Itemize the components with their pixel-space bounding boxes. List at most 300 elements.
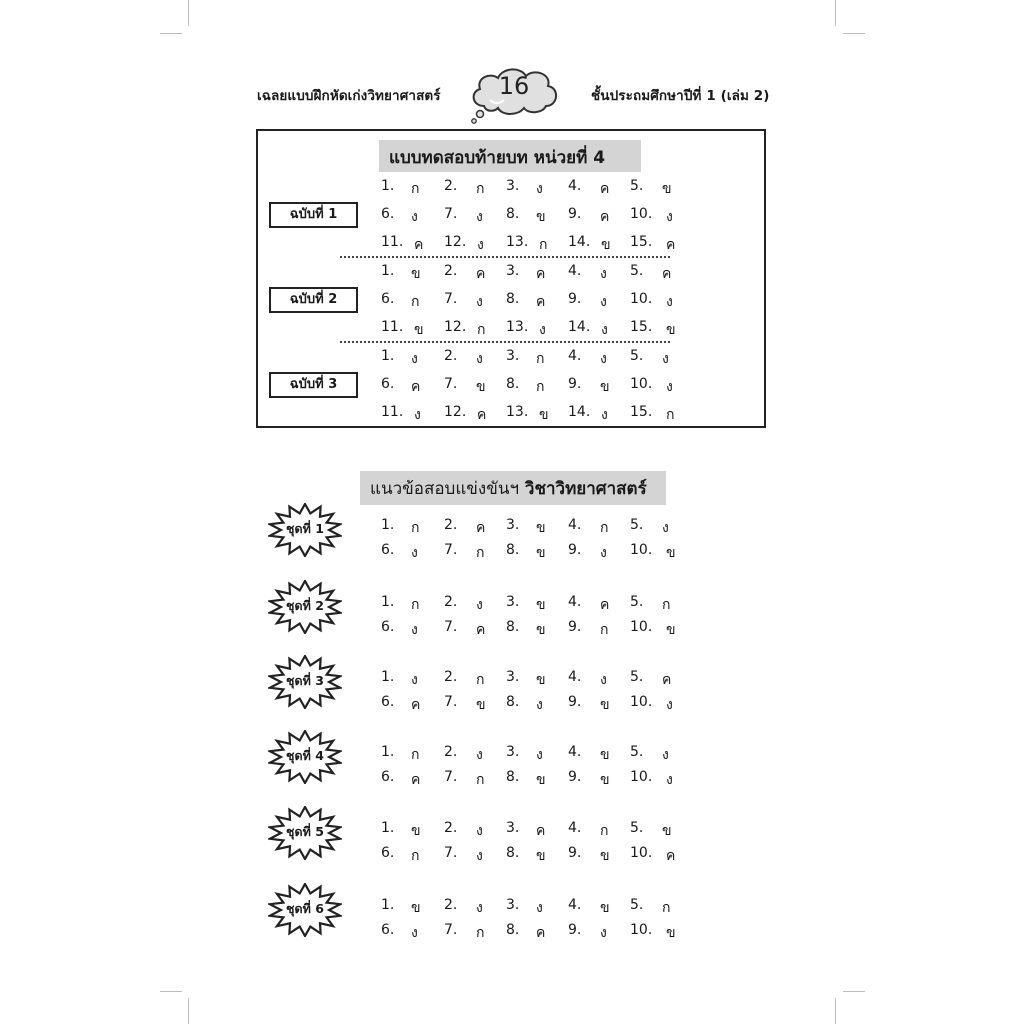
answer-item xyxy=(444,348,483,367)
question-number: 7. xyxy=(444,291,458,307)
answer-item xyxy=(568,897,610,916)
answer-choice: ค xyxy=(662,672,672,688)
question-number: 12. xyxy=(444,404,467,420)
question-number: 11. xyxy=(381,234,404,250)
answer-item xyxy=(568,517,609,536)
answer-row xyxy=(0,922,1024,942)
answer-choice: ง xyxy=(662,520,669,536)
answer-choice: ค xyxy=(662,266,672,282)
set-badge xyxy=(268,883,342,937)
set-badge xyxy=(268,806,342,860)
answer-choice: ค xyxy=(600,597,610,613)
question-number: 15. xyxy=(630,404,653,420)
answer-row xyxy=(0,897,1024,917)
answer-item xyxy=(381,542,418,561)
answer-row xyxy=(0,263,1024,283)
question-number: 10. xyxy=(630,542,653,558)
answer-item xyxy=(381,376,421,395)
answer-row xyxy=(0,517,1024,537)
question-number: 7. xyxy=(444,376,458,392)
question-number: 1. xyxy=(381,820,395,836)
question-number: 5. xyxy=(630,517,644,533)
set-badge xyxy=(268,503,342,557)
question-number: 8. xyxy=(506,769,520,785)
answer-choice: ก xyxy=(476,181,485,197)
answer-item xyxy=(630,845,676,864)
question-number: 6. xyxy=(381,845,395,861)
question-number: 9. xyxy=(568,694,582,710)
set-label: ชุดที่ 5 xyxy=(286,824,324,839)
answer-choice: ค xyxy=(536,925,546,941)
answer-item xyxy=(568,820,609,839)
answer-item xyxy=(630,263,672,282)
answer-choice: ก xyxy=(411,747,420,763)
answer-choice: ข xyxy=(411,900,421,916)
question-number: 1. xyxy=(381,517,395,533)
question-number: 8. xyxy=(506,922,520,938)
answer-choice: ข xyxy=(600,772,610,788)
question-number: 11. xyxy=(381,319,404,335)
answer-item xyxy=(506,542,546,561)
answer-row xyxy=(0,178,1024,198)
crop-mark xyxy=(160,33,182,34)
answer-choice: ก xyxy=(476,545,485,561)
answer-item xyxy=(630,206,673,225)
answer-choice: ง xyxy=(476,294,483,310)
answer-choice: ข xyxy=(536,622,546,638)
question-number: 5. xyxy=(630,178,644,194)
answer-row xyxy=(0,619,1024,639)
question-number: 4. xyxy=(568,263,582,279)
answer-item xyxy=(568,744,610,763)
answer-item xyxy=(568,769,610,788)
answer-item xyxy=(381,234,424,253)
answer-item xyxy=(630,694,673,713)
answer-choice: ง xyxy=(600,266,607,282)
answer-choice: ค xyxy=(600,209,610,225)
competition-title-subject: วิชาวิทยาศาสตร์ xyxy=(524,479,647,499)
answer-row xyxy=(0,694,1024,714)
answer-choice: ค xyxy=(600,181,610,197)
answer-item xyxy=(381,178,420,197)
answer-choice: ข xyxy=(411,266,421,282)
answer-choice: ง xyxy=(476,597,483,613)
answer-choice: ง xyxy=(411,622,418,638)
question-number: 1. xyxy=(381,594,395,610)
answer-item xyxy=(506,744,543,763)
question-number: 7. xyxy=(444,694,458,710)
answer-choice: ข xyxy=(536,520,546,536)
question-number: 14. xyxy=(568,404,591,420)
book-title: เฉลยแบบฝึกหัดเก่งวิทยาศาสตร์ xyxy=(257,88,441,104)
question-number: 4. xyxy=(568,517,582,533)
answer-item xyxy=(506,845,546,864)
answer-item xyxy=(381,669,418,688)
answer-choice: ง xyxy=(536,900,543,916)
answer-item xyxy=(630,178,672,197)
answer-choice: ก xyxy=(411,181,420,197)
crop-mark xyxy=(188,0,189,26)
answer-item xyxy=(568,263,607,282)
version-label: ฉบับที่ 2 xyxy=(269,287,358,313)
version-label: ฉบับที่ 3 xyxy=(269,372,358,398)
answer-choice: ง xyxy=(600,925,607,941)
answer-item xyxy=(630,404,675,423)
question-number: 4. xyxy=(568,820,582,836)
answer-choice: ข xyxy=(600,747,610,763)
answer-item xyxy=(506,234,548,253)
answer-choice: ง xyxy=(662,747,669,763)
answer-choice: ข xyxy=(414,322,424,338)
set-badge xyxy=(268,580,342,634)
question-number: 6. xyxy=(381,619,395,635)
set-badge xyxy=(268,730,342,784)
answer-choice: ง xyxy=(411,545,418,561)
answer-item xyxy=(444,820,483,839)
question-number: 6. xyxy=(381,922,395,938)
question-number: 13. xyxy=(506,404,529,420)
unit-test-title: แบบทดสอบท้ายบท หน่วยที่ 4 xyxy=(379,140,641,172)
answer-item xyxy=(568,669,607,688)
answer-item xyxy=(381,922,418,941)
question-number: 3. xyxy=(506,744,520,760)
answer-choice: ง xyxy=(411,925,418,941)
answer-item xyxy=(381,897,421,916)
answer-choice: ง xyxy=(600,294,607,310)
answer-choice: ง xyxy=(411,351,418,367)
question-number: 9. xyxy=(568,376,582,392)
page-number: 16 xyxy=(498,72,530,100)
question-number: 13. xyxy=(506,234,529,250)
question-number: 14. xyxy=(568,319,591,335)
crop-mark xyxy=(835,998,836,1024)
question-number: 4. xyxy=(568,178,582,194)
answer-choice: ข xyxy=(536,209,546,225)
answer-choice: ก xyxy=(411,597,420,613)
answer-choice: ง xyxy=(476,823,483,839)
question-number: 9. xyxy=(568,619,582,635)
question-number: 4. xyxy=(568,744,582,760)
question-number: 2. xyxy=(444,517,458,533)
answer-item xyxy=(630,820,672,839)
answer-choice: ก xyxy=(411,848,420,864)
answer-choice: ข xyxy=(476,379,486,395)
answer-item xyxy=(381,517,420,536)
answer-item xyxy=(506,669,546,688)
question-number: 14. xyxy=(568,234,591,250)
question-number: 1. xyxy=(381,669,395,685)
question-number: 2. xyxy=(444,594,458,610)
crop-mark xyxy=(843,33,865,34)
question-number: 6. xyxy=(381,291,395,307)
answer-choice: ข xyxy=(536,772,546,788)
page-number-cloud xyxy=(466,62,562,126)
answer-choice: ง xyxy=(601,322,608,338)
answer-row xyxy=(0,291,1024,311)
question-number: 9. xyxy=(568,542,582,558)
answer-choice: ข xyxy=(539,407,549,423)
answer-item xyxy=(381,694,421,713)
question-number: 5. xyxy=(630,594,644,610)
question-number: 7. xyxy=(444,769,458,785)
answer-item xyxy=(444,769,485,788)
question-number: 3. xyxy=(506,517,520,533)
answer-item xyxy=(381,404,421,423)
answer-choice: ง xyxy=(600,351,607,367)
answer-choice: ง xyxy=(476,209,483,225)
question-number: 7. xyxy=(444,206,458,222)
question-number: 9. xyxy=(568,845,582,861)
answer-row xyxy=(0,820,1024,840)
answer-item xyxy=(568,619,609,638)
answer-item xyxy=(630,744,669,763)
question-number: 9. xyxy=(568,291,582,307)
answer-choice: ค xyxy=(666,848,676,864)
answer-choice: ง xyxy=(476,351,483,367)
question-number: 4. xyxy=(568,897,582,913)
answer-item xyxy=(381,769,421,788)
competition-title xyxy=(360,471,666,505)
answer-item xyxy=(381,594,420,613)
answer-item xyxy=(506,922,546,941)
answer-choice: ค xyxy=(476,622,486,638)
question-number: 9. xyxy=(568,922,582,938)
set-badge xyxy=(268,655,342,709)
answer-item xyxy=(506,694,543,713)
question-number: 2. xyxy=(444,897,458,913)
question-number: 3. xyxy=(506,820,520,836)
answer-item xyxy=(381,820,421,839)
question-number: 1. xyxy=(381,178,395,194)
answer-choice: ก xyxy=(600,520,609,536)
answer-item xyxy=(630,897,671,916)
answer-choice: ข xyxy=(600,900,610,916)
question-number: 5. xyxy=(630,744,644,760)
dotted-divider xyxy=(340,341,670,343)
answer-item xyxy=(630,234,676,253)
question-number: 6. xyxy=(381,206,395,222)
answer-choice: ก xyxy=(536,379,545,395)
answer-choice: ง xyxy=(666,294,673,310)
question-number: 3. xyxy=(506,669,520,685)
answer-item xyxy=(444,291,483,310)
answer-item xyxy=(630,594,671,613)
answer-item xyxy=(506,263,546,282)
answer-choice: ข xyxy=(411,823,421,839)
answer-item xyxy=(381,619,418,638)
answer-item xyxy=(630,291,673,310)
question-number: 7. xyxy=(444,845,458,861)
answer-row xyxy=(0,542,1024,562)
answer-item xyxy=(506,206,546,225)
question-number: 4. xyxy=(568,669,582,685)
answer-row xyxy=(0,669,1024,689)
answer-choice: ง xyxy=(600,672,607,688)
answer-choice: ค xyxy=(476,520,486,536)
question-number: 5. xyxy=(630,897,644,913)
answer-item xyxy=(568,206,610,225)
answer-choice: ค xyxy=(536,266,546,282)
answer-choice: ข xyxy=(600,379,610,395)
answer-choice: ง xyxy=(414,407,421,423)
answer-choice: ข xyxy=(601,237,611,253)
answer-choice: ค xyxy=(666,237,676,253)
answer-item xyxy=(506,348,545,367)
answer-item xyxy=(506,897,543,916)
answer-item xyxy=(630,619,676,638)
question-number: 10. xyxy=(630,291,653,307)
question-number: 1. xyxy=(381,348,395,364)
answer-row xyxy=(0,348,1024,368)
answer-item xyxy=(381,206,418,225)
answer-item xyxy=(630,542,676,561)
answer-choice: ก xyxy=(411,294,420,310)
answer-item xyxy=(506,376,545,395)
answer-item xyxy=(630,517,669,536)
question-number: 15. xyxy=(630,319,653,335)
answer-item xyxy=(506,769,546,788)
answer-item xyxy=(568,845,610,864)
answer-item xyxy=(630,348,669,367)
answer-item xyxy=(444,234,484,253)
answer-choice: ง xyxy=(662,351,669,367)
answer-row xyxy=(0,594,1024,614)
question-number: 10. xyxy=(630,694,653,710)
answer-item xyxy=(506,291,546,310)
question-number: 2. xyxy=(444,820,458,836)
answer-item xyxy=(444,206,483,225)
answer-row xyxy=(0,845,1024,865)
question-number: 15. xyxy=(630,234,653,250)
question-number: 4. xyxy=(568,348,582,364)
answer-item xyxy=(630,669,672,688)
answer-item xyxy=(444,669,485,688)
answer-choice: ก xyxy=(476,925,485,941)
set-label: ชุดที่ 4 xyxy=(286,748,324,763)
question-number: 2. xyxy=(444,348,458,364)
answer-choice: ข xyxy=(536,545,546,561)
question-number: 2. xyxy=(444,744,458,760)
answer-item xyxy=(568,376,610,395)
set-label: ชุดที่ 2 xyxy=(286,598,324,613)
answer-choice: ค xyxy=(476,266,486,282)
answer-item xyxy=(444,319,486,338)
question-number: 12. xyxy=(444,234,467,250)
question-number: 9. xyxy=(568,769,582,785)
answer-item xyxy=(568,319,608,338)
answer-item xyxy=(444,845,483,864)
answer-choice: ง xyxy=(411,209,418,225)
question-number: 6. xyxy=(381,769,395,785)
question-number: 6. xyxy=(381,376,395,392)
answer-item xyxy=(444,694,486,713)
answer-row xyxy=(0,234,1024,254)
question-number: 4. xyxy=(568,594,582,610)
answer-item xyxy=(444,922,485,941)
answer-choice: ง xyxy=(666,379,673,395)
answer-item xyxy=(444,178,485,197)
question-number: 5. xyxy=(630,820,644,836)
answer-choice: ค xyxy=(414,237,424,253)
answer-row xyxy=(0,769,1024,789)
question-number: 10. xyxy=(630,206,653,222)
answer-choice: ข xyxy=(666,322,676,338)
answer-choice: ข xyxy=(666,925,676,941)
answer-item xyxy=(568,542,607,561)
answer-item xyxy=(568,234,611,253)
question-number: 10. xyxy=(630,376,653,392)
question-number: 8. xyxy=(506,619,520,635)
answer-item xyxy=(506,517,546,536)
question-number: 2. xyxy=(444,178,458,194)
answer-item xyxy=(568,922,607,941)
answer-choice: ก xyxy=(536,351,545,367)
answer-item xyxy=(568,178,610,197)
answer-choice: ง xyxy=(666,697,673,713)
answer-item xyxy=(630,376,673,395)
answer-choice: ก xyxy=(476,672,485,688)
answer-choice: ก xyxy=(539,237,548,253)
answer-item xyxy=(506,619,546,638)
answer-choice: ข xyxy=(662,181,672,197)
question-number: 3. xyxy=(506,897,520,913)
answer-row xyxy=(0,404,1024,424)
answer-item xyxy=(506,820,546,839)
answer-item xyxy=(630,319,676,338)
grade-title: ชั้นประถมศึกษาปีที่ 1 (เล่ม 2) xyxy=(591,88,770,104)
answer-item xyxy=(506,178,543,197)
answer-item xyxy=(568,694,610,713)
question-number: 2. xyxy=(444,669,458,685)
question-number: 7. xyxy=(444,922,458,938)
question-number: 5. xyxy=(630,263,644,279)
answer-item xyxy=(506,404,549,423)
answer-choice: ข xyxy=(600,697,610,713)
answer-choice: ข xyxy=(600,848,610,864)
answer-row xyxy=(0,206,1024,226)
crop-mark xyxy=(160,991,182,992)
answer-choice: ค xyxy=(536,823,546,839)
answer-choice: ข xyxy=(666,622,676,638)
answer-item xyxy=(444,744,483,763)
answer-choice: ข xyxy=(662,823,672,839)
answer-choice: ข xyxy=(536,672,546,688)
competition-title-prefix: แนวข้อสอบแข่งขันฯ xyxy=(370,479,519,499)
answer-choice: ง xyxy=(666,772,673,788)
answer-choice: ง xyxy=(477,237,484,253)
crop-mark xyxy=(188,998,189,1024)
answer-item xyxy=(444,517,486,536)
answer-choice: ง xyxy=(476,900,483,916)
question-number: 12. xyxy=(444,319,467,335)
answer-row xyxy=(0,376,1024,396)
answer-item xyxy=(381,319,424,338)
answer-item xyxy=(630,922,676,941)
question-number: 8. xyxy=(506,376,520,392)
question-number: 10. xyxy=(630,922,653,938)
answer-item xyxy=(381,263,421,282)
answer-choice: ง xyxy=(536,181,543,197)
question-number: 1. xyxy=(381,263,395,279)
answer-choice: ง xyxy=(601,407,608,423)
question-number: 1. xyxy=(381,744,395,760)
answer-item xyxy=(444,897,483,916)
set-label: ชุดที่ 3 xyxy=(286,673,324,688)
answer-choice: ง xyxy=(411,672,418,688)
question-number: 10. xyxy=(630,769,653,785)
answer-item xyxy=(568,348,607,367)
answer-choice: ก xyxy=(411,520,420,536)
